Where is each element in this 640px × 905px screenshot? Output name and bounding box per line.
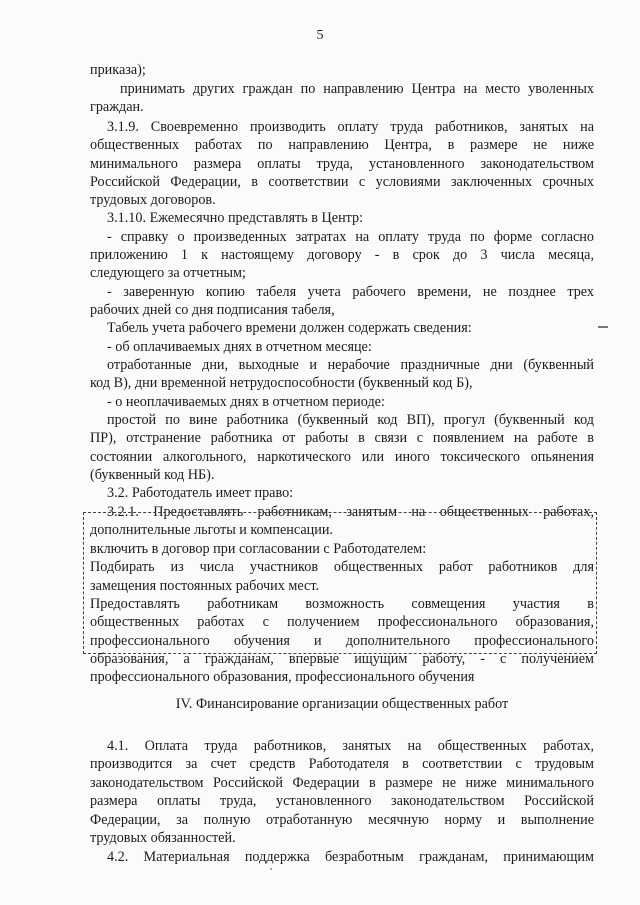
text-line: Федерации, за полную отработанную месячную норму и выполнение bbox=[90, 812, 594, 828]
text-line: - о неоплачиваемых днях в отчетном периоде: bbox=[107, 394, 385, 410]
text-line: - заверенную копию табеля учета рабочего времени, не позднее трех bbox=[107, 284, 594, 300]
text-line: следующего за отчетным; bbox=[90, 265, 246, 281]
text-line: трудовых договоров. bbox=[90, 192, 216, 208]
text-line: Российской Федерации, в соответствии с условиями заключенных срочных bbox=[90, 174, 594, 190]
text-line: Подбирать из числа участников общественных работ работников для bbox=[90, 559, 594, 575]
text-line: общественных работах с получением профессионального образования, bbox=[90, 614, 594, 630]
text-line: 3.1.9. Своевременно производить оплату труда работников, занятых на bbox=[107, 119, 594, 135]
text-line: размера оплаты труда, установленного законодательством Российской bbox=[90, 793, 594, 809]
section-heading: IV. Финансирование организации общественных работ bbox=[175, 696, 509, 712]
text-line: общественных работах по направлению Центра, в размере не ниже bbox=[90, 137, 594, 153]
text-line: 3.2.1. Предоставлять работникам, занятым на общественных работах, bbox=[107, 504, 594, 520]
text-line: (буквенный код НБ). bbox=[90, 467, 215, 483]
text-line: 4.2. Материальная поддержка безработным гражданам, принимающим bbox=[107, 849, 594, 865]
text-line: профессионального образования, профессионального обучения bbox=[90, 669, 475, 685]
text-line: законодательством Российской Федерации в размере не ниже минимального bbox=[90, 775, 594, 791]
text-line: рабочих дней со дня подписания табеля, bbox=[90, 302, 335, 318]
text-line: замещения постоянных рабочих мест. bbox=[90, 578, 320, 594]
text-line: граждан. bbox=[90, 99, 144, 115]
text-line: приказа); bbox=[90, 62, 146, 78]
text-line: образования, а гражданам, впервые ищущим работу, - с получением bbox=[90, 651, 594, 667]
text-line: производится за счет средств Работодателя в соответствии с трудовым bbox=[90, 756, 594, 772]
text-line: 3.2. Работодатель имеет право: bbox=[107, 485, 294, 501]
text-line: ПР), отстранение работника от работы в связи с появлением на работе в bbox=[90, 430, 594, 446]
margin-mark bbox=[598, 326, 608, 328]
text-line: минимального размера оплаты труда, установленного законодательством bbox=[90, 156, 594, 172]
page-number: 5 bbox=[316, 28, 324, 43]
text-line: Табель учета рабочего времени должен содержать сведения: bbox=[107, 320, 472, 336]
text-line: состоянии алкогольного, наркотического или иного токсического опьянения bbox=[90, 449, 594, 465]
text-line: отработанные дни, выходные и нерабочие праздничные дни (буквенный bbox=[107, 357, 594, 373]
text-line: приложению 1 к настоящему договору - в срок до 3 числа месяца, bbox=[90, 247, 594, 263]
text-line: профессионального обучения и дополнительного профессионального bbox=[90, 633, 594, 649]
text-line: - справку о произведенных затратах на оплату труда по форме согласно bbox=[107, 229, 594, 245]
text-line: 3.1.10. Ежемесячно представлять в Центр: bbox=[107, 210, 364, 226]
scan-speck bbox=[270, 868, 272, 870]
text-line: 4.1. Оплата труда работников, занятых на общественных работах, bbox=[107, 738, 594, 754]
text-line: простой по вине работника (буквенный код ВП), прогул (буквенный код bbox=[107, 412, 594, 428]
text-line: - об оплачиваемых днях в отчетном месяце: bbox=[107, 339, 372, 355]
text-line: включить в договор при согласовании с Работодателем: bbox=[90, 541, 427, 557]
text-line: принимать других граждан по направлению Центра на место уволенных bbox=[120, 81, 594, 97]
text-line: трудовых обязанностей. bbox=[90, 830, 236, 846]
text-line: Предоставлять работникам возможность совмещения участия в bbox=[90, 596, 594, 612]
text-line: дополнительные льготы и компенсации. bbox=[90, 522, 333, 538]
text-line: код В), дни временной нетрудоспособности (буквенный код Б), bbox=[90, 375, 473, 391]
